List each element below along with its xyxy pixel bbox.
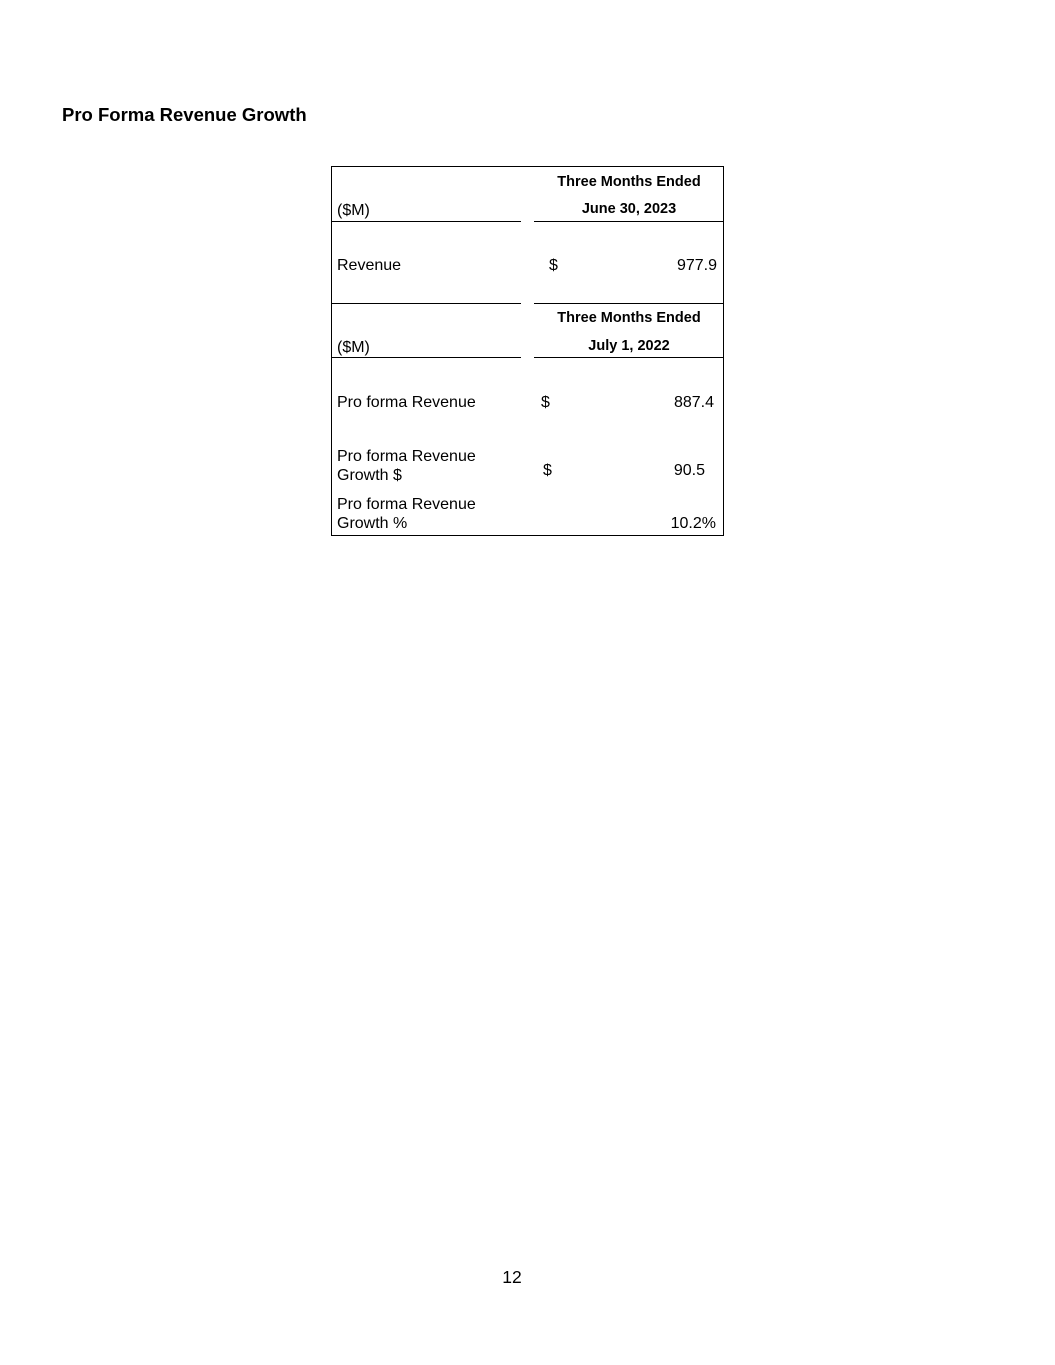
page-number: 12 — [502, 1267, 522, 1287]
period-header-line2: July 1, 2022 — [588, 338, 670, 354]
row-label-pro-forma-revenue: Pro forma Revenue — [337, 394, 476, 411]
unit-label: ($M) — [337, 202, 370, 219]
row-currency-growth-dollars: $ — [543, 462, 552, 479]
row-value-growth-dollars: 90.5 — [673, 462, 705, 479]
page-title: Pro Forma Revenue Growth — [62, 104, 307, 125]
header-underline-value — [534, 357, 723, 358]
header-underline-label — [332, 357, 521, 358]
row-label-revenue: Revenue — [337, 257, 402, 274]
period-header-line1: Three Months Ended — [557, 174, 701, 190]
period-header-line2: June 30, 2023 — [581, 201, 677, 217]
row-value-growth-percent: 10.2% — [670, 515, 716, 532]
row-value-pro-forma-revenue: 887.4 — [673, 394, 714, 411]
pro-forma-revenue-table — [331, 166, 724, 536]
row-label-growth-percent: Pro forma Revenue — [337, 496, 476, 513]
period-header-line1: Three Months Ended — [557, 310, 701, 326]
unit-label: ($M) — [337, 339, 370, 356]
header-underline-label — [332, 221, 521, 222]
row-currency-revenue: $ — [549, 257, 558, 274]
section-divider-label — [332, 303, 521, 304]
header-underline-value — [534, 221, 723, 222]
row-label-growth-percent-line2: Growth % — [337, 515, 408, 532]
row-value-revenue: 977.9 — [676, 257, 717, 274]
row-currency-pro-forma-revenue: $ — [541, 394, 550, 411]
row-label-growth-dollars: Pro forma Revenue — [337, 448, 476, 465]
section-divider-value — [534, 303, 723, 304]
row-label-growth-dollars-line2: Growth $ — [337, 467, 402, 484]
